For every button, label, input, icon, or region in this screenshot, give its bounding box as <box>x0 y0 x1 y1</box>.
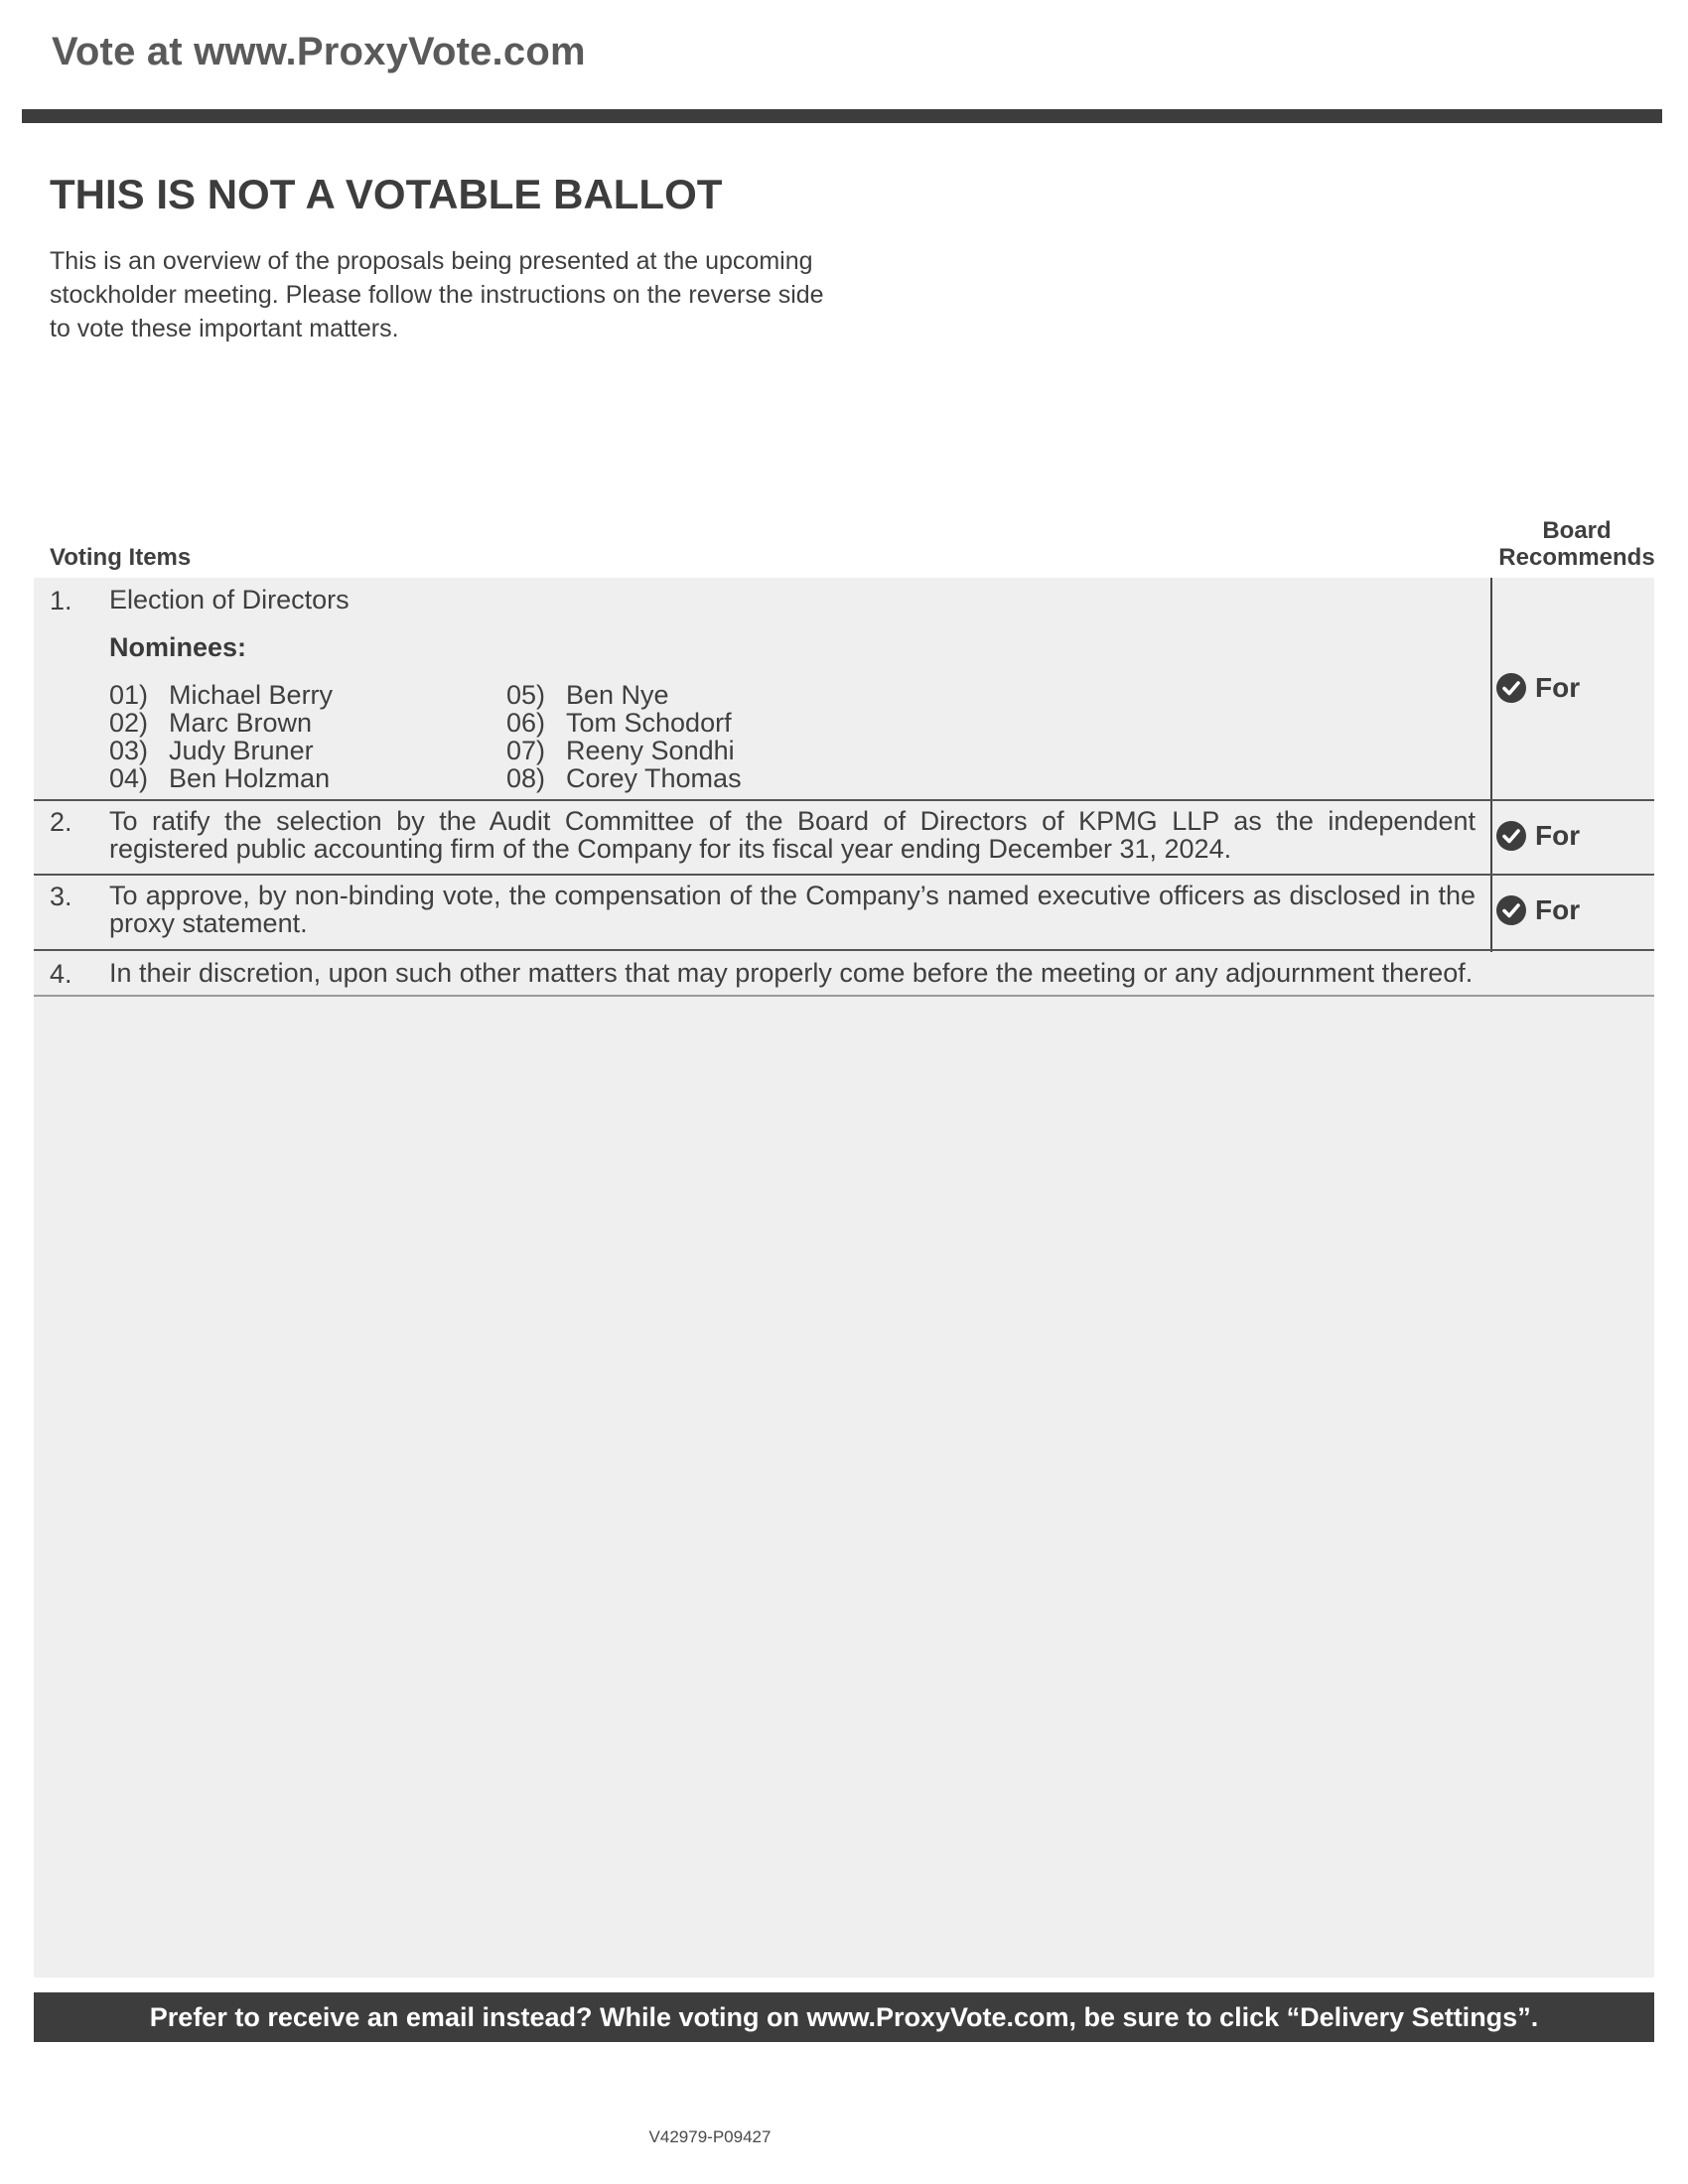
item-4-text: In their discretion, upon such other matters that may properly come before the meeting or any adjournment thereof. <box>109 958 1474 988</box>
nominee-number: 03) <box>109 736 149 765</box>
item-2-recommendation <box>1495 819 1644 853</box>
nominee-number: 01) <box>109 680 149 710</box>
row-divider <box>34 799 1654 801</box>
item-1-text: Election of Directors <box>109 585 350 614</box>
nominee-05 <box>506 681 669 709</box>
nominee-08 <box>506 764 742 792</box>
check-circle-icon <box>1495 672 1527 704</box>
item-1-recommendation <box>1495 671 1644 705</box>
nominee-name: Michael Berry <box>169 680 334 710</box>
nominee-number: 06) <box>506 708 546 738</box>
nominee-name: Ben Holzman <box>169 763 331 793</box>
recommendation-label: For <box>1535 672 1581 703</box>
nominee-name: Reeny Sondhi <box>566 736 735 765</box>
nominee-name: Ben Nye <box>566 680 669 710</box>
nominee-name: Marc Brown <box>169 708 313 738</box>
nominee-number: 07) <box>506 736 546 765</box>
nominee-number: 05) <box>506 680 546 710</box>
item-3-text: To approve, by non-binding vote, the compensation of the Company’s named executive officers as disclosed in the proxy statement. <box>109 881 1476 938</box>
recommendation-label: For <box>1535 820 1581 851</box>
document-code: V42979-P09427 <box>648 2127 772 2146</box>
nominee-number: 04) <box>109 763 149 793</box>
voting-items-header: Voting Items <box>50 544 192 571</box>
nominee-name: Corey Thomas <box>566 763 742 793</box>
header-title: Vote at www.ProxyVote.com <box>52 30 586 73</box>
nominee-02 <box>109 709 312 737</box>
board-recommends-header: Board Recommends <box>1498 517 1655 571</box>
row-divider <box>34 874 1654 876</box>
intro-text: This is an overview of the proposals being presented at the upcoming stockholder meeting. Please follow the instructions on the reverse side to vote these important matters. <box>50 247 824 342</box>
header-rule <box>22 109 1662 123</box>
item-4-number: 4. <box>50 959 72 989</box>
nominees-label: Nominees: <box>109 632 247 662</box>
row-divider <box>34 949 1654 951</box>
recommendation-label: For <box>1535 894 1581 925</box>
nominee-number: 02) <box>109 708 149 738</box>
check-circle-icon <box>1495 894 1527 926</box>
notice-title: THIS IS NOT A VOTABLE BALLOT <box>50 171 723 217</box>
recommend-column-divider <box>1490 578 1492 952</box>
item-3-number: 3. <box>50 882 72 911</box>
item-3-recommendation <box>1495 893 1644 927</box>
item-1-number: 1. <box>50 586 72 615</box>
nominee-06 <box>506 709 732 737</box>
nominee-04 <box>109 764 330 792</box>
check-circle-icon <box>1495 820 1527 852</box>
nominee-name: Judy Bruner <box>169 736 314 765</box>
item-2-number: 2. <box>50 807 72 837</box>
item-2-text: To ratify the selection by the Audit Committee of the Board of Directors of KPMG LLP as the independent registered public accounting firm of the Company for its fiscal year ending December 31, 2024. <box>109 806 1476 864</box>
nominee-01 <box>109 681 333 709</box>
footer-email-banner: Prefer to receive an email instead? While voting on www.ProxyVote.com, be sure to click “Delivery Settings”. <box>34 1992 1654 2042</box>
row-divider <box>34 995 1654 997</box>
nominee-07 <box>506 737 735 764</box>
nominee-number: 08) <box>506 763 546 793</box>
nominee-name: Tom Schodorf <box>566 708 732 738</box>
nominee-03 <box>109 737 314 764</box>
